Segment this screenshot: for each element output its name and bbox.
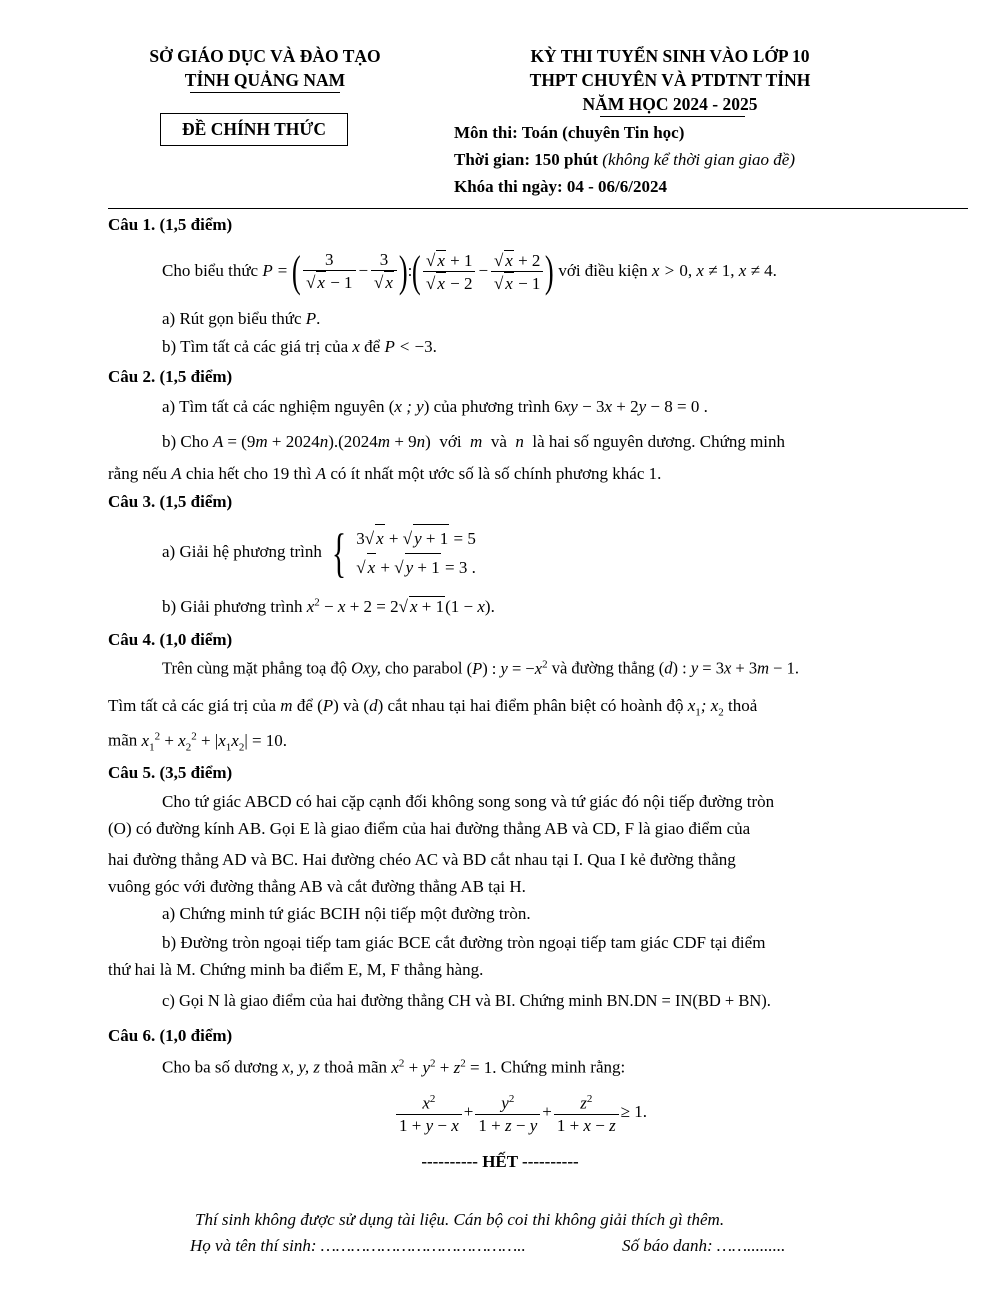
time-note: (không kể thời gian giao đề): [602, 150, 796, 169]
q6-title: Câu 6. (1,0 điểm): [108, 1026, 233, 1045]
q5-line2: (O) có đường kính AB. Gọi E là giao điểm của hai đường thẳng AB và CD, F là giao điểm của: [108, 819, 751, 838]
q5-part-a: a) Chứng minh tứ giác BCIH nội tiếp một đường tròn.: [162, 904, 531, 923]
q1-condition-text: với điều kiện: [558, 261, 648, 280]
q3-part-b-text: b) Giải phương trình: [162, 597, 303, 616]
q5-title: Câu 5. (3,5 điểm): [108, 763, 233, 782]
time-label: Thời gian: 150 phút: [454, 150, 599, 169]
exam-date-label: Khóa thi ngày: 04 - 06/6/2024: [454, 177, 667, 196]
q2-part-b-line2: rằng nếu A chia hết cho 19 thì A có ít nhất một ước số là số chính phương khác 1.: [108, 464, 662, 483]
school-year: NĂM HỌC 2024 - 2025: [582, 94, 758, 114]
q3-system: 3√ x + √ y + 1 = 5 √ x + √ y + 1 = 3 .: [356, 524, 476, 582]
footer-note: Thí sinh không được sử dụng tài liệu. Cán bộ coi thi không giải thích gì thêm.: [195, 1210, 725, 1229]
q4-line2-end: thoả: [728, 696, 758, 715]
q1-expression-line: Cho biểu thức P = ( $\frac{3}{√ x - 1}$ − $\frac{3}{√ x}$ ):( $\frac{√ x + 1}{√ x - 2}$ − $\frac{√ x + 2}{√ x - 1}$ ) với điều kiện x > 0, x ≠ 1, x ≠ 4.: [162, 247, 777, 297]
subject-label: Môn thi: Toán (chuyên Tin học): [454, 123, 685, 142]
q4-line2: Tìm tất cả các giá trị của m để (P) và (d) cắt nhau tại hai điểm phân biệt có hoành độ $x_1$; $x_2$ thoả: [108, 696, 758, 719]
school-type: THPT CHUYÊN VÀ PTDTNT TỈNH: [529, 70, 811, 90]
province-name: TỈNH QUẢNG NAM: [184, 70, 346, 90]
q6-line1-end: Chứng minh rằng:: [500, 1057, 626, 1077]
q4-line2-mid2: và: [343, 696, 360, 715]
q1-part-a: a) Rút gọn biểu thức P.: [162, 309, 321, 328]
province-underline: [190, 92, 340, 93]
q2-part-b-line2-pre: rằng nếu: [108, 464, 168, 483]
q2-part-b-line2-mid2: có ít nhất một ước số là số chính phương khác 1.: [330, 464, 662, 483]
q1-expression-p: P = ( $\frac{3}{√ x - 1}$ − $\frac{3}{√ x}$ ):( $\frac{√ x + 1}{√ x - 2}$ − $\frac{√ x + 2}{√ x - 1}$ ): [262, 247, 555, 297]
q5-line1: Cho tứ giác ABCD có hai cặp cạnh đối không song song và tứ giác đó nội tiếp đường tròn: [162, 792, 775, 811]
q6-line1-mid: thoả mãn: [324, 1057, 388, 1077]
q4-title: Câu 4. (1,0 điểm): [108, 630, 233, 649]
q2-part-b-mid1: với: [439, 432, 462, 451]
q4-line1-pre: Trên cùng mặt phẳng toạ độ: [162, 658, 347, 678]
q1-part-a-text: a) Rút gọn biểu thức: [162, 309, 302, 328]
q2-part-b-mid3: là hai số nguyên dương. Chứng minh: [532, 432, 786, 451]
q3-part-a: a) Giải hệ phương trình { 3√ x + √ y + 1 = 5 √ x + √ y + 1 = 3 .: [162, 523, 476, 584]
q2-title: Câu 2. (1,5 điểm): [108, 367, 233, 386]
time-line: [454, 150, 795, 170]
q5-part-b-line1: b) Đường tròn ngoại tiếp tam giác BCE cắt đường tròn ngoại tiếp tam giác CDF tại điểm: [162, 933, 766, 952]
official-exam-box: ĐỀ CHÍNH THỨC: [160, 113, 348, 146]
q4-line1-mid2: và đường thẳng: [551, 658, 655, 678]
q5-part-c: c) Gọi N là giao điểm của hai đường thẳng CH và BI. Chứng minh BN.DN = IN(BD + BN).: [162, 991, 771, 1010]
q1-part-b-mid: để: [364, 337, 381, 356]
q3-part-a-text: a) Giải hệ phương trình: [162, 542, 322, 561]
q2-part-a: a) Tìm tất cả các nghiệm nguyên (x ; y) của phương trình 6xy − 3x + 2y − 8 = 0 .: [162, 397, 708, 416]
q2-part-b-mid2: và: [490, 432, 507, 451]
q6-line1: Cho ba số dương x, y, z thoả mãn $x^2 + y^2 + z^2 = 1$. Chứng minh rằng:: [162, 1057, 626, 1077]
end-mark: ---------- HẾT ----------: [421, 1152, 579, 1171]
q4-line2-mid3: cắt nhau tại hai điểm phân biệt có hoành độ: [387, 696, 684, 715]
candidate-name-label: Họ và tên thí sinh: …………………………………..: [190, 1236, 526, 1255]
q2-part-a-text: a) Tìm tất cả các nghiệm nguyên: [162, 397, 385, 416]
q6-inequality: $\frac{x^2}{1 + y - x}$ + $\frac{y^2}{1 + z - y}$ + $\frac{z^2}{1 + x - z}$ ≥ 1.: [394, 1088, 647, 1137]
q3-title: Câu 3. (1,5 điểm): [108, 492, 233, 511]
school-year-underline: [600, 116, 745, 117]
q2-part-b-line2-mid1: chia hết cho 19 thì: [185, 464, 312, 483]
q4-line2-pre: Tìm tất cả các giá trị của: [108, 696, 277, 715]
q1-title: Câu 1. (1,5 điểm): [108, 215, 233, 234]
q4-line1-mid1: cho parabol: [385, 658, 463, 678]
department-name: SỞ GIÁO DỤC VÀ ĐÀO TẠO: [149, 46, 381, 66]
q5-line3: hai đường thẳng AD và BC. Hai đường chéo AC và BD cắt nhau tại I. Qua I kẻ đường thẳng: [108, 850, 736, 869]
q5-line4: vuông góc với đường thẳng AB và cắt đường thẳng AB tại H.: [108, 877, 526, 896]
q4-line2-mid1: để: [296, 696, 313, 715]
q1-intro: Cho biểu thức: [162, 261, 259, 280]
q6-line1-pre: Cho ba số dương: [162, 1057, 278, 1077]
q2-part-b-line1: b) Cho A = (9m + 2024n).(2024m + 9n) với m và n là hai số nguyên dương. Chứng minh: [162, 432, 786, 451]
q1-condition: x > 0, x ≠ 1, x ≠ 4: [651, 261, 773, 280]
candidate-id-label: Số báo danh: …….........: [622, 1236, 786, 1255]
q4-line3: mãn $x_1^2 + x_2^2 + |x_1x_2| = 10$.: [108, 730, 288, 754]
q4-line3-pre: mãn: [108, 730, 138, 750]
q2-part-a-mid: của phương trình: [433, 397, 551, 416]
q5-part-b-line2: thứ hai là M. Chứng minh ba điểm E, M, F thẳng hàng.: [108, 960, 484, 979]
q1-part-b: b) Tìm tất cả các giá trị của x để P < −3.: [162, 337, 437, 356]
q1-part-b-text: b) Tìm tất cả các giá trị của: [162, 337, 349, 356]
q2-part-b-text: b) Cho: [162, 432, 209, 451]
exam-title: KỲ THI TUYỂN SINH VÀO LỚP 10: [530, 46, 810, 66]
q3-part-b: b) Giải phương trình $x^2 - x + 2 = 2√$ x + 1(1 − x).: [162, 596, 495, 616]
header-separator: [108, 208, 968, 209]
q4-line1: Trên cùng mặt phẳng toạ độ Oxy, cho parabol (P) : $y = -x^2$ và đường thẳng (d) : y = 3x + 3m − 1.: [162, 658, 799, 678]
